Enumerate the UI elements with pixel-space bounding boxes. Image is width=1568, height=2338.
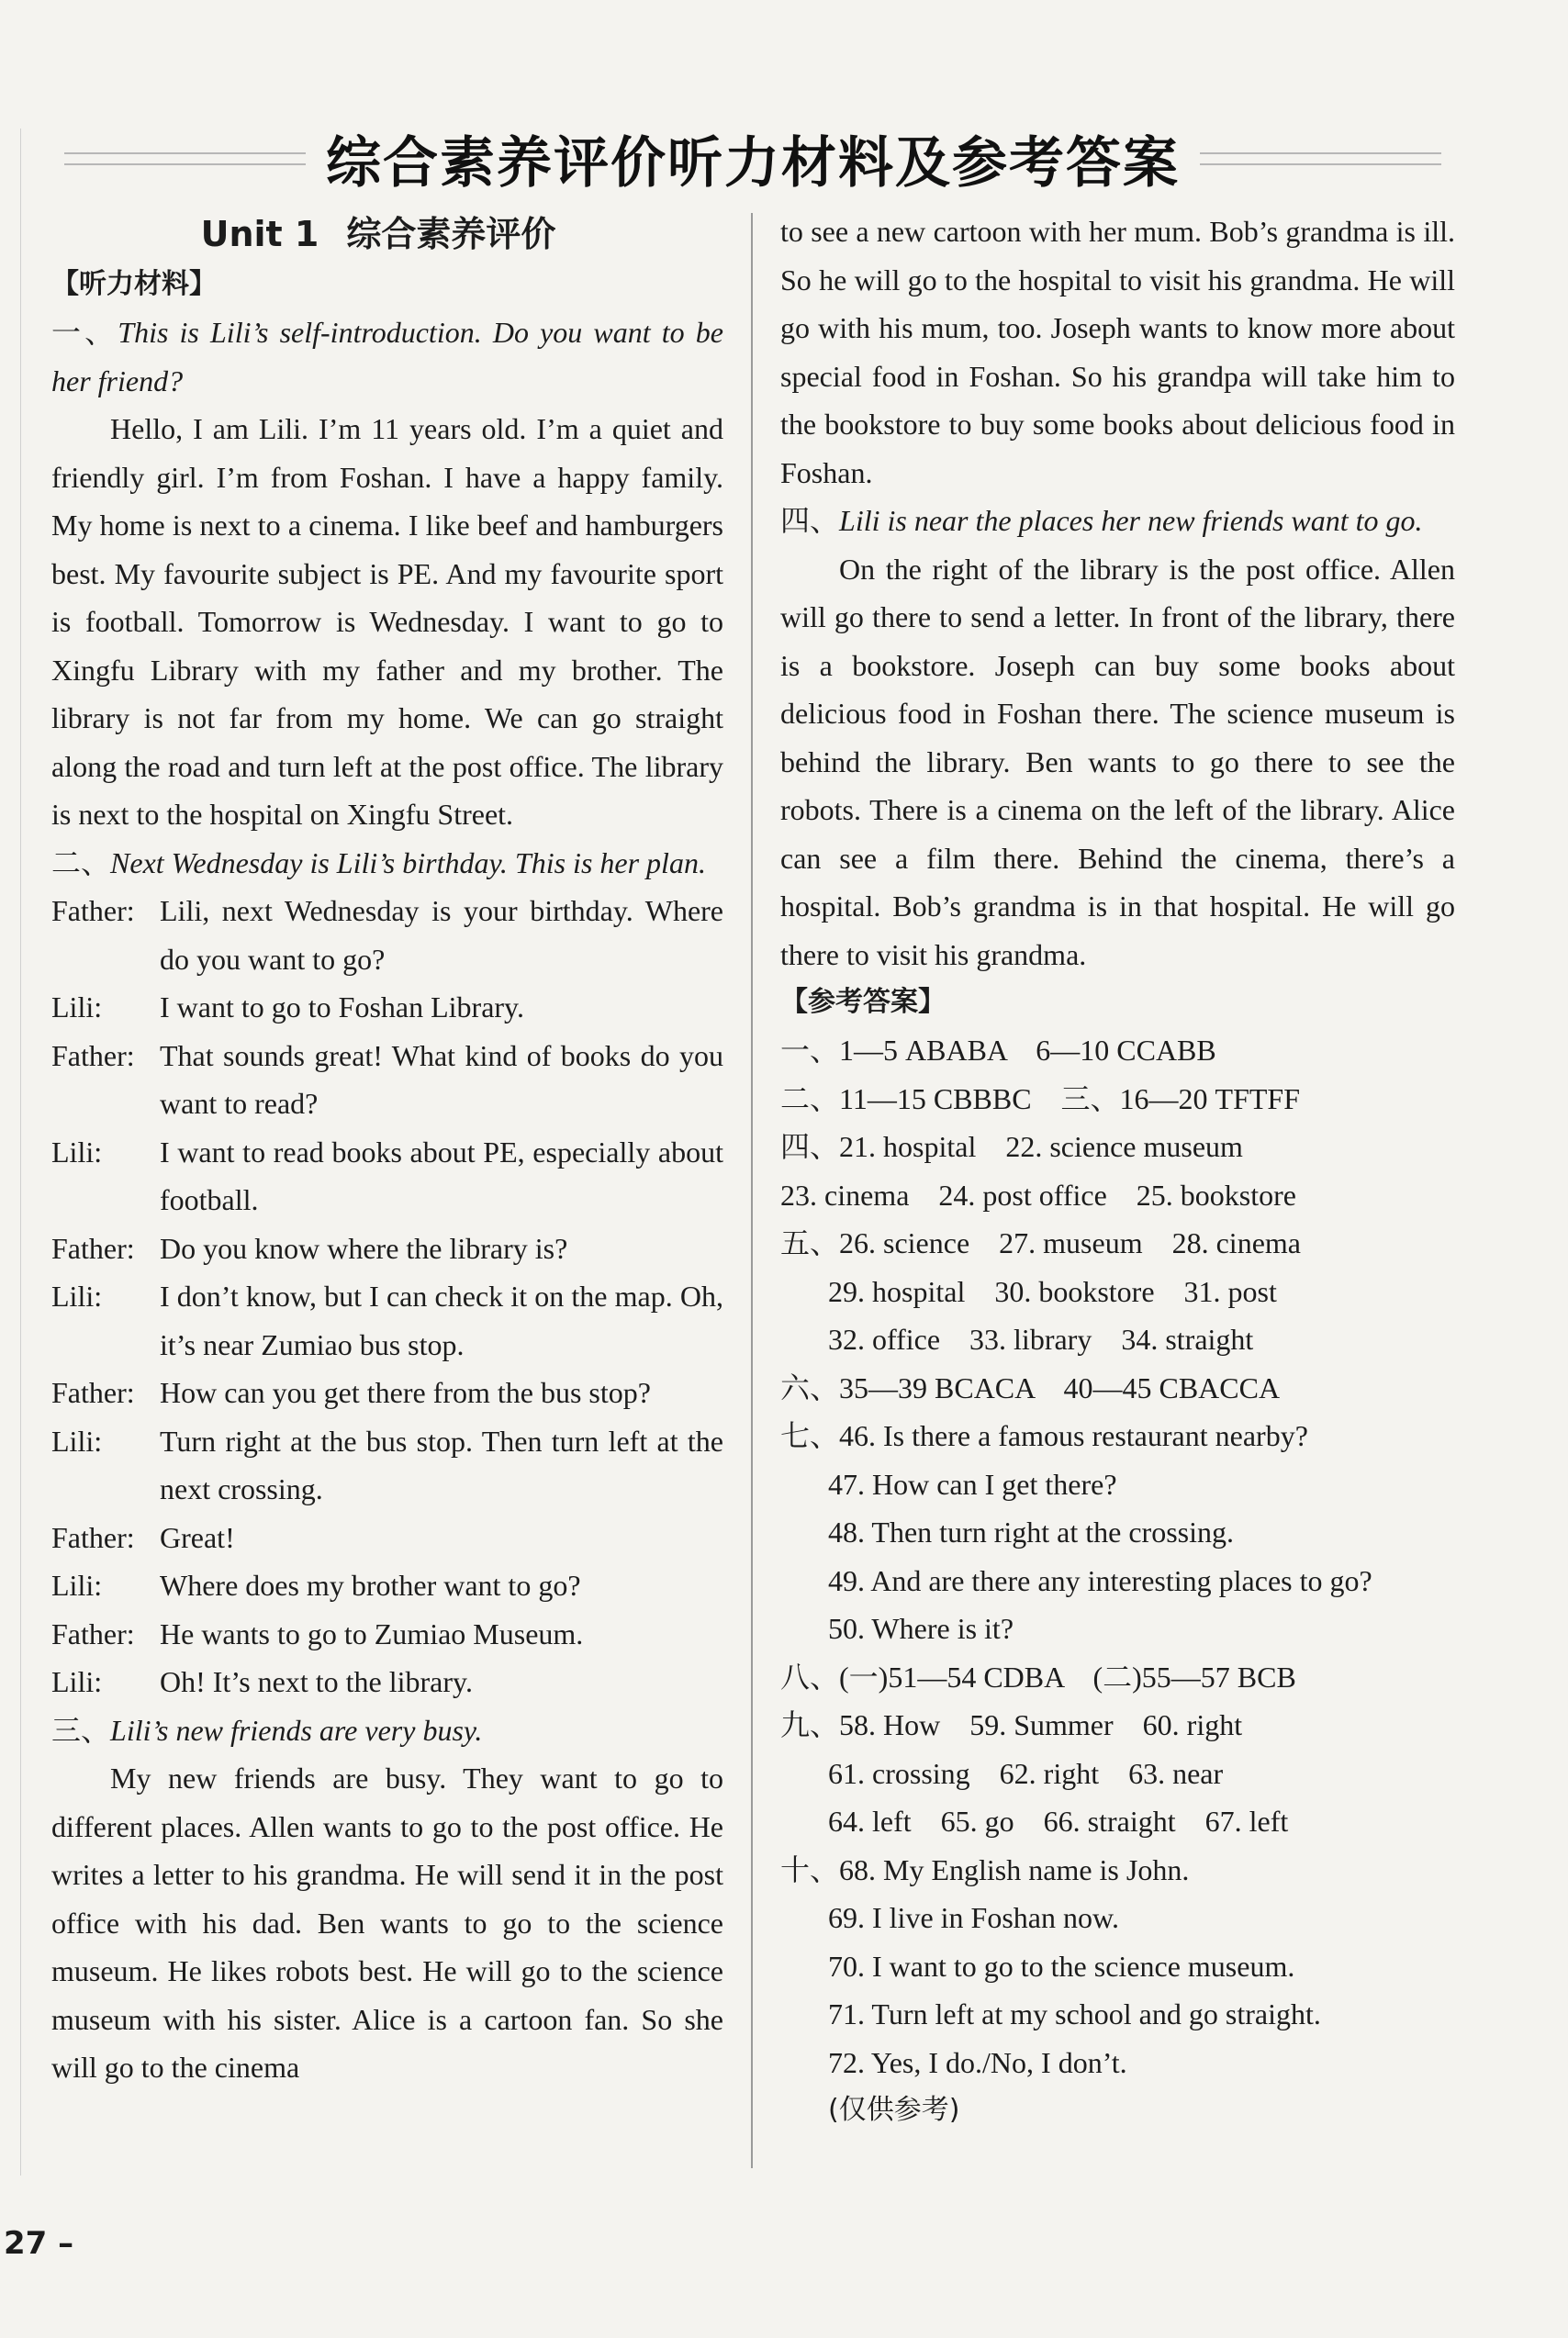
dialogue-speaker: Lili: — [51, 1569, 103, 1602]
part1-text: Hello, I am Lili. I’m 11 years old. I’m a quiet and friendly girl. I’m from Foshan. I have a happy family. My home is next to a cinema. I like beef and hamburgers best. My favourite subject is PE. And my favourite sport is football. Tomorrow is Wednesday. I want to go to Xingfu Library with my father and my brother. The library is not far from my home. We can go straight along the road and turn left at the post office. The library is next to the hospital on Xingfu Street. — [51, 412, 723, 831]
unit-heading — [33, 207, 723, 261]
answer-line: 四、21. hospital 22. science museum — [780, 1130, 1243, 1163]
dialogue-line — [51, 983, 723, 1032]
answer-line: 32. office 33. library 34. straight — [828, 1323, 1254, 1356]
dialogue-utterance: That sounds great! What kind of books do you want to read? — [160, 1038, 723, 1120]
answer-line: 64. left 65. go 66. straight 67. left — [828, 1805, 1289, 1838]
answer-line: 50. Where is it? — [828, 1612, 1014, 1645]
right-column — [780, 207, 1455, 2135]
answers-label: 【参考答案】 — [780, 986, 946, 1018]
dialogue-line — [51, 1369, 723, 1417]
left-column — [51, 207, 723, 2092]
dialogue-speaker: Father: — [51, 1616, 135, 1650]
answer-line: 九、58. How 59. Summer 60. right — [780, 1708, 1243, 1741]
dialogue-line — [51, 1225, 723, 1273]
page-title: 综合素养评价听力材料及参考答案 — [326, 131, 1180, 196]
dialogue-speaker: Father: — [51, 1038, 135, 1072]
part3-text-right: to see a new cartoon with her mum. Bob’s grandma is ill. So he will go to the hospital to visit his grandma. He will go with his mum, too. Joseph wants to know more about special food in Foshan. So his grandpa will take him to the bookstore to buy some books about delicious food in Foshan. — [780, 215, 1455, 489]
dialogue-line — [51, 1561, 723, 1610]
answer-line: 71. Turn left at my school and go straight. — [828, 1997, 1321, 2030]
dialogue-speaker: Lili: — [51, 990, 103, 1024]
dialogue-utterance: Lili, next Wednesday is your birthday. Where do you want to go? — [160, 894, 723, 976]
dialogue-speaker: Lili: — [51, 1424, 103, 1458]
dialogue-speaker: Father: — [51, 1376, 135, 1409]
dialogue-utterance: Turn right at the bus stop. Then turn left at the next crossing. — [160, 1424, 723, 1505]
dialogue-speaker: Lili: — [51, 1135, 103, 1169]
part1-heading: 一、This is Lili’s self-introduction. Do you want to be her friend? — [51, 316, 723, 397]
page-title-bar — [64, 117, 1441, 200]
dialogue-line — [51, 1417, 723, 1514]
dialogue-utterance: I want to go to Foshan Library. — [160, 990, 524, 1024]
dialogue-utterance: He wants to go to Zumiao Museum. — [160, 1616, 584, 1650]
column-divider — [751, 213, 753, 2168]
answer-line: 23. cinema 24. post office 25. bookstore — [780, 1178, 1296, 1212]
dialogue-line — [51, 887, 723, 983]
answer-list — [780, 1026, 1455, 2086]
dialogue-utterance: I don’t know, but I can check it on the map. Oh, it’s near Zumiao bus stop. — [160, 1280, 723, 1361]
part4-heading: 四、Lili is near the places her new friends want to go. — [780, 504, 1423, 537]
unit-number: Unit 1 — [200, 214, 319, 254]
part3-text-left: My new friends are busy. They want to go to different places. Allen wants to go to the post office. He writes a letter to his grandma. He will send it in the post office with his dad. Ben wants to go to the science museum. He likes robots best. He will go to the science museum with his sister. Alice is a cartoon fan. So she will go to the cinema — [51, 1762, 723, 2084]
answer-line: 70. I want to go to the science museum. — [828, 1949, 1295, 1983]
dialogue-utterance: Do you know where the library is? — [160, 1231, 568, 1265]
dialogue-utterance: Great! — [160, 1520, 235, 1554]
dialogue-speaker: Father: — [51, 894, 135, 927]
unit-title: 综合素养评价 — [346, 214, 556, 254]
dialogue-utterance: Oh! It’s next to the library. — [160, 1665, 473, 1698]
answer-line: 48. Then turn right at the crossing. — [828, 1516, 1234, 1549]
dialogue-line — [51, 1128, 723, 1225]
dialogue-line — [51, 1514, 723, 1562]
answers-note: (仅供参考) — [828, 2094, 960, 2126]
title-rule-right — [1200, 152, 1441, 165]
answer-line: 七、46. Is there a famous restaurant nearby? — [780, 1419, 1308, 1452]
title-rule-left — [64, 152, 306, 165]
page-number: 27 – — [4, 2225, 74, 2262]
dialogue-speaker: Lili: — [51, 1280, 103, 1313]
answer-line: 61. crossing 62. right 63. near — [828, 1756, 1224, 1790]
part2-heading: 二、Next Wednesday is Lili’s birthday. This is her plan. — [51, 845, 706, 879]
answer-line: 五、26. science 27. museum 28. cinema — [780, 1226, 1301, 1259]
dialogue-speaker: Lili: — [51, 1665, 103, 1698]
dialogue-line — [51, 1658, 723, 1706]
answer-line: 十、68. My English name is John. — [780, 1852, 1190, 1886]
answer-line: 47. How can I get there? — [828, 1467, 1117, 1501]
dialogue-utterance: Where does my brother want to go? — [160, 1569, 581, 1602]
part2-dialogue — [51, 887, 723, 1706]
answer-line: 49. And are there any interesting places to go? — [828, 1563, 1372, 1597]
listening-label: 【听力材料】 — [51, 268, 217, 300]
dialogue-line — [51, 1272, 723, 1369]
part3-heading: 三、Lili’s new friends are very busy. — [51, 1713, 483, 1747]
answer-line: 72. Yes, I do./No, I don’t. — [828, 2045, 1127, 2079]
dialogue-line — [51, 1032, 723, 1128]
answer-line: 69. I live in Foshan now. — [828, 1901, 1120, 1934]
dialogue-speaker: Father: — [51, 1520, 135, 1554]
page-edge-line — [20, 129, 21, 2176]
answer-line: 二、11—15 CBBBC 三、16—20 TFTFF — [780, 1081, 1301, 1115]
dialogue-line — [51, 1610, 723, 1659]
answer-line: 29. hospital 30. bookstore 31. post — [828, 1274, 1277, 1308]
dialogue-utterance: How can you get there from the bus stop? — [160, 1376, 651, 1409]
part4-text: On the right of the library is the post office. Allen will go there to send a letter. In front of the library, there is a bookstore. Joseph can buy some books about delicious food in Foshan there. The science museum is behind the library. Ben wants to go there to see the robots. There is a cinema on the left of the library. Alice can see a film there. Behind the cinema, there’s a hospital. Bob’s grandma is in that hospital. He will go there to visit his grandma. — [780, 552, 1455, 971]
dialogue-utterance: I want to read books about PE, especially about football. — [160, 1135, 723, 1216]
answer-line: 六、35—39 BCACA 40—45 CBACCA — [780, 1370, 1281, 1404]
dialogue-speaker: Father: — [51, 1231, 135, 1265]
answer-line: 一、1—5 ABABA 6—10 CCABB — [780, 1034, 1216, 1067]
answer-line: 八、(一)51—54 CDBA (二)55—57 BCB — [780, 1660, 1296, 1694]
